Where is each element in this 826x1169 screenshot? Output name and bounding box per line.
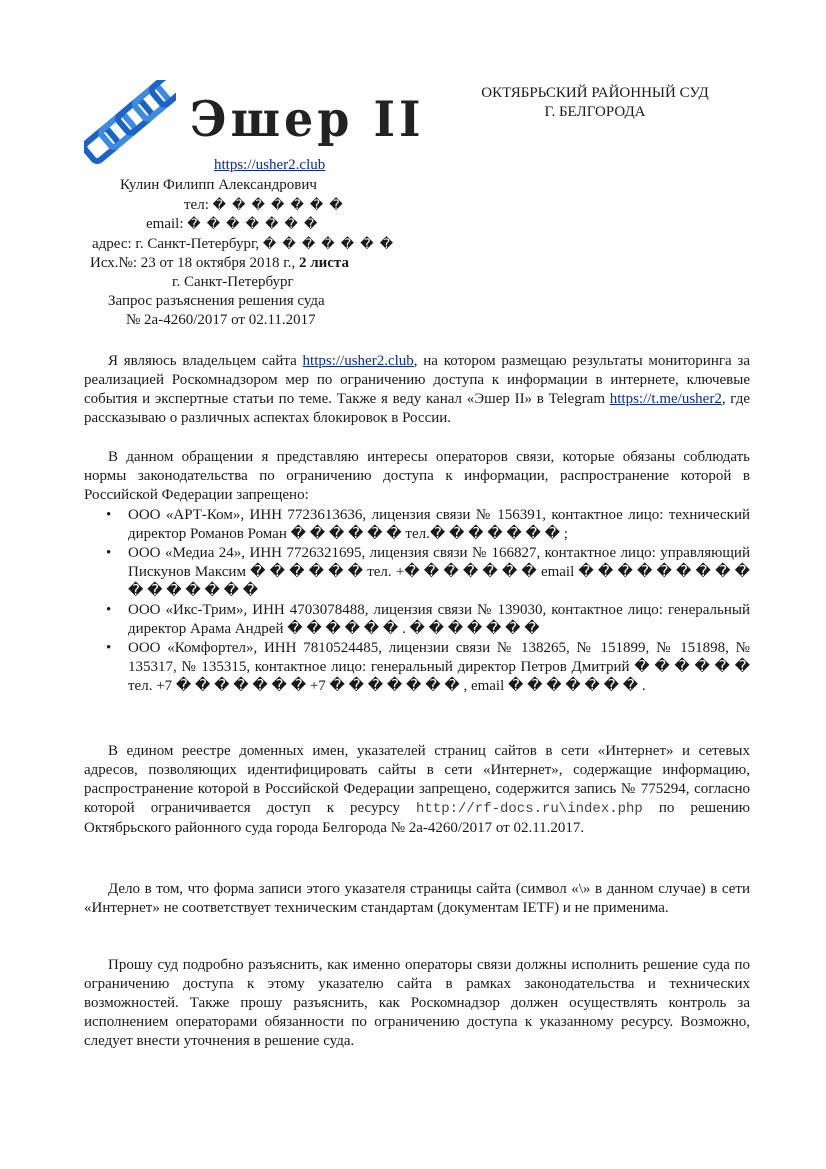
bullet-icon: • xyxy=(106,602,112,618)
case-number: № 2а-4260/2017 от 02.11.2017 xyxy=(126,312,316,328)
bullet-icon: • xyxy=(106,640,112,656)
court-addressee xyxy=(440,84,750,122)
list-item xyxy=(84,639,750,696)
paragraph-operators-intro xyxy=(84,448,750,505)
bullet-icon: • xyxy=(106,507,112,523)
phone-redacted: � � � � � � � xyxy=(212,198,344,213)
operator-text: ООО «АРТ-Ком», ИНН 7723613636, лицензия связи № 156391, контактное лицо: технический директор Романов Роман � � � � � � тел.� � � � � � � ; xyxy=(128,507,750,542)
list-item xyxy=(84,601,750,639)
standards-text: Дело в том, что форма записи этого указателя страницы сайта (символ «\» в данном случае) в сети «Интернет» не соответствует техническим стандартам (документам IETF) и не применима. xyxy=(84,881,750,916)
bullet-icon: • xyxy=(106,545,112,561)
paragraph-intro xyxy=(84,352,750,428)
address-label: адрес: г. Санкт-Петербург, xyxy=(92,236,260,252)
sender-city: г. Санкт-Петербург xyxy=(172,274,294,290)
paragraph-standards xyxy=(84,880,750,918)
intro-text-b: , на котором размещаю результаты мониторинга за реализацией Роскомнадзором мер по ограничению доступа к информации в интернете, ключевые события и экспертные статьи по теме. Также я веду канал «Эшер II» в Telegram xyxy=(84,353,750,407)
outgoing-row xyxy=(90,254,349,273)
registry-text-b: по решению Октябрьского районного суда города Белгорода № 2а-4260/2017 от 02.11.2017. xyxy=(84,800,750,836)
logo-title: Эшер II xyxy=(190,90,425,148)
operator-text: ООО «Медиа 24», ИНН 7726321695, лицензия связи № 166827, контактное лицо: управляющий Пискунов Максим � � � � � � тел. +� � � � � � � email � � � � � � � � � � � � � � � � xyxy=(128,545,750,599)
intro-text-a: Я являюсь владельцем сайта xyxy=(108,353,303,369)
email-redacted: � � � � � � � xyxy=(187,217,319,232)
operator-text: ООО «Икс-Трим», ИНН 4703078488, лицензия связи № 139030, контактное лицо: генеральный директор Арама Андрей � � � � � � . � � � � � � � xyxy=(128,602,750,637)
email-row xyxy=(146,215,318,234)
blocked-url: http://rf-docs.ru\index.php xyxy=(415,801,643,817)
request-text: Прошу суд подробно разъяснить, как именно операторы связи должны исполнить решение суда по ограничению доступа к этому указателю сайта в рамках законодательства и технических возможностей. Также прошу разъяснить, как Роскомнадзор должен осуществлять контроль за исполнением операторами обязанности по ограничению доступа к указанному ресурсу. Возможно, следует внести уточнения в решение суда. xyxy=(84,957,750,1049)
phone-label: тел: xyxy=(184,197,209,213)
telegram-link[interactable]: https://t.me/usher2 xyxy=(609,391,722,407)
operators-intro-text: В данном обращении я представляю интересы операторов связи, которые обязаны соблюдать нормы законодательства по ограничению доступа к информации, распространение которой в Российской Федерации запрещено: xyxy=(84,449,750,503)
registry-text-a: В едином реестре доменных имен, указателей страниц сайтов в сети «Интернет» и сетевых адресов, позволяющих идентифицировать сайты в сети «Интернет», содержащие информацию, распространение которой в Российской Федерации запрещено, содержится запись № 775294, согласно которой ограничивается доступ к ресурсу xyxy=(84,743,750,816)
operators-list xyxy=(84,506,750,696)
letter-subject: Запрос разъяснения решения суда xyxy=(108,293,325,309)
paragraph-request xyxy=(84,956,750,1051)
court-name: ОКТЯБРЬСКИЙ РАЙОННЫЙ СУД xyxy=(481,85,709,101)
sender-name: Кулин Филипп Александрович xyxy=(120,177,317,193)
intro-site-link[interactable]: https://usher2.club xyxy=(302,353,414,369)
address-redacted: � � � � � � � xyxy=(262,237,395,252)
intro-text-c: , где рассказываю о различных аспектах блокировок в России. xyxy=(84,391,750,426)
list-item xyxy=(84,544,750,601)
court-city: Г. БЕЛГОРОДА xyxy=(544,104,646,120)
list-item xyxy=(84,506,750,544)
paragraph-registry xyxy=(84,742,750,838)
chain-logo-icon xyxy=(84,80,176,164)
phone-row xyxy=(184,196,344,215)
email-label: email: xyxy=(146,216,184,232)
outgoing-number: Исх.№: 23 от 18 октября 2018 г., xyxy=(90,255,296,271)
site-link[interactable]: https://usher2.club xyxy=(214,157,326,173)
site-link-row xyxy=(214,156,325,175)
address-row xyxy=(92,235,394,254)
sheets-count: 2 листа xyxy=(298,255,349,271)
operator-text: ООО «Комфортел», ИНН 7810524485, лицензии связи № 138265, № 151899, № 151898, № 135317, № 135315, контактное лицо: генеральный директор Петров Дмитрий � � � � � � тел. +7 � � � � � � � +7 � � � � � � � , email � � � � � � � . xyxy=(128,640,750,694)
